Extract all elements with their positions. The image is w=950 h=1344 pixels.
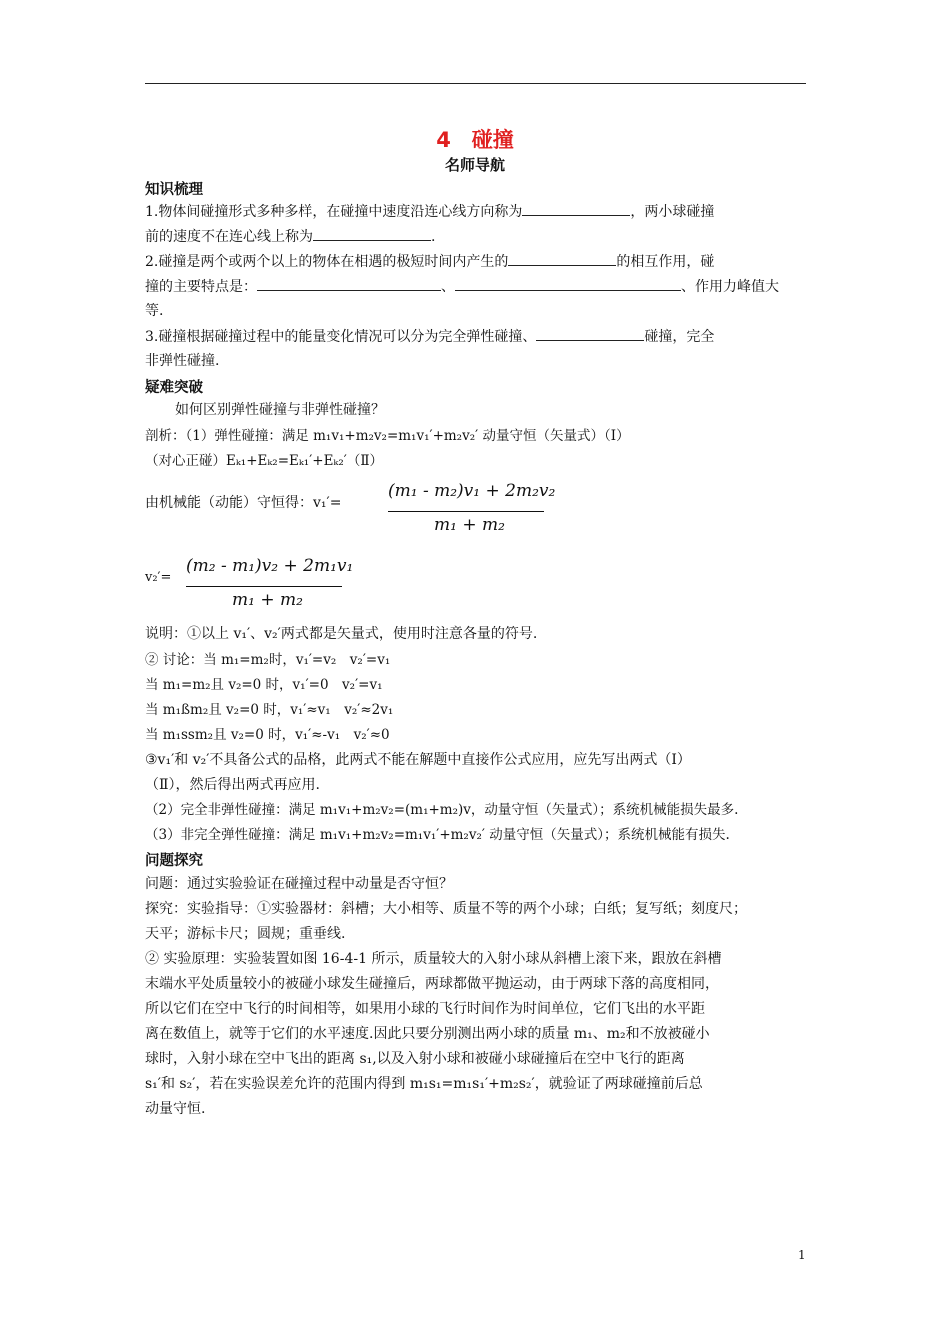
analysis-line-1: 剖析：（1）弹性碰撞：满足 m₁v₁+m₂v₂=m₁v₁′+m₂v₂′ 动量守恒（矢量式）（Ⅰ） [145,428,630,444]
note-line-4: 当 m₁ßm₂且 v₂=0 时，v₁′≈v₁ v₂′≈2v₁ [145,702,394,718]
page-title: 4 碰撞 [436,128,514,152]
header-rule [145,83,806,84]
principle-line-5: 球时，入射小球在空中飞出的距离 s₁,以及入射小球和被碰小球碰撞后在空中飞行的距离 [145,1051,685,1067]
explore-line-2: 天平；游标卡尺；圆规；重垂线. [145,926,346,942]
formula-v1-prime [388,481,556,541]
text: 2.碰撞是两个或两个以上的物体在相遇的极短时间内产生的 [145,254,509,270]
analysis-line-2: （对心正碰）Eₖ₁+Eₖ₂=Eₖ₁′+Eₖ₂′（Ⅱ） [145,453,384,469]
knowledge-line-4 [145,276,779,297]
energy-label: 由机械能（动能）守恒得：v₁′= [145,495,342,511]
text: 撞的主要特点是： [145,279,257,295]
section-inquiry-heading: 问题探究 [145,853,203,869]
knowledge-line-2 [145,226,435,247]
inquiry-question: 问题：通过实验验证在碰撞过程中动量是否守恒？ [145,876,453,892]
knowledge-line-5: 等. [145,303,164,319]
note-line-3: 当 m₁=m₂且 v₂=0 时，v₁′=0 v₂′=v₁ [145,677,383,693]
v2-label: v₂′= [145,570,172,585]
formula-v2-prime [186,556,354,616]
text: 1.物体间碰撞形式多种多样，在碰撞中速度沿连心线方向称为 [145,204,523,220]
principle-line-1: ② 实验原理：实验装置如图 16-4-1 所示，质量较大的入射小球从斜槽上滚下来，跟放在斜槽 [145,951,722,967]
section-knowledge-heading: 知识梳理 [145,182,203,198]
text: 3.碰撞根据碰撞过程中的能量变化情况可以分为完全弹性碰撞、 [145,329,537,345]
inelastic-line: （2）完全非弹性碰撞：满足 m₁v₁+m₂v₂=(m₁+m₂)v，动量守恒（矢量式）；系统机械能损失最多. [145,802,739,818]
fill-blank[interactable] [257,276,441,291]
page-subtitle: 名师导航 [444,156,505,174]
knowledge-line-6 [145,326,714,347]
knowledge-line-7: 非弹性碰撞. [145,353,220,369]
note-line-5: 当 m₁ssm₂且 v₂=0 时，v₁′≈-v₁ v₂′≈0 [145,727,390,743]
text: 前的速度不在连心线上称为 [145,229,313,245]
fill-blank[interactable] [508,251,616,266]
text: 、 [441,279,455,295]
fill-blank[interactable] [536,326,644,341]
principle-line-7: 动量守恒. [145,1101,206,1117]
formula-denominator: m₁ + m₂ [434,515,505,535]
fraction-bar [388,511,544,512]
section-difficulty-heading: 疑难突破 [145,380,203,396]
fill-blank[interactable] [522,201,630,216]
note-line-6: ③v₁′和 v₂′不具备公式的品格，此两式不能在解题中直接作公式应用，应先写出两式（Ⅰ） [145,752,691,768]
note-line-7: （Ⅱ），然后得出两式再应用. [145,777,320,793]
note-line-1: 说明：①以上 v₁′、v₂′两式都是矢量式，使用时注意各量的符号. [145,626,538,642]
fraction-bar [186,586,342,587]
principle-line-4: 离在数值上，就等于它们的水平速度.因此只要分别测出两小球的质量 m₁、m₂和不放被碰小 [145,1026,710,1042]
partial-line: （3）非完全弹性碰撞：满足 m₁v₁+m₂v₂=m₁v₁′+m₂v₂′ 动量守恒（矢量式）；系统机械能有损失. [145,827,730,843]
principle-line-3: 所以它们在空中飞行的时间相等，如果用小球的飞行时间作为时间单位，它们飞出的水平距 [145,1001,705,1017]
text: 的相互作用，碰 [616,254,715,270]
fill-blank[interactable] [455,276,681,291]
text: 、作用力峰值大 [681,279,779,295]
principle-line-6: s₁′和 s₂′，若在实验误差允许的范围内得到 m₁s₁=m₁s₁′+m₂s₂′，就验证了两球碰撞前后总 [145,1076,703,1092]
page-number: 1 [798,1248,806,1262]
text: . [431,229,436,245]
formula-denominator: m₁ + m₂ [232,590,303,610]
explore-line-1: 探究：实验指导：①实验器材：斜槽；大小相等、质量不等的两个小球；白纸；复写纸；刻度尺； [145,901,747,917]
note-line-2: ② 讨论：当 m₁=m₂时，v₁′=v₂ v₂′=v₁ [145,652,391,668]
text: ，两小球碰撞 [630,204,715,220]
formula-numerator: (m₁ - m₂)v₁ + 2m₂v₂ [388,481,556,501]
text: 碰撞，完全 [644,329,715,345]
knowledge-line-1 [145,201,714,222]
formula-numerator: (m₂ - m₁)v₂ + 2m₁v₁ [186,556,354,576]
knowledge-line-3 [145,251,714,272]
principle-line-2: 末端水平处质量较小的被碰小球发生碰撞后，两球都做平抛运动，由于两球下落的高度相同， [145,976,719,992]
difficulty-question: 如何区别弹性碰撞与非弹性碰撞？ [175,402,385,418]
fill-blank[interactable] [313,226,431,241]
